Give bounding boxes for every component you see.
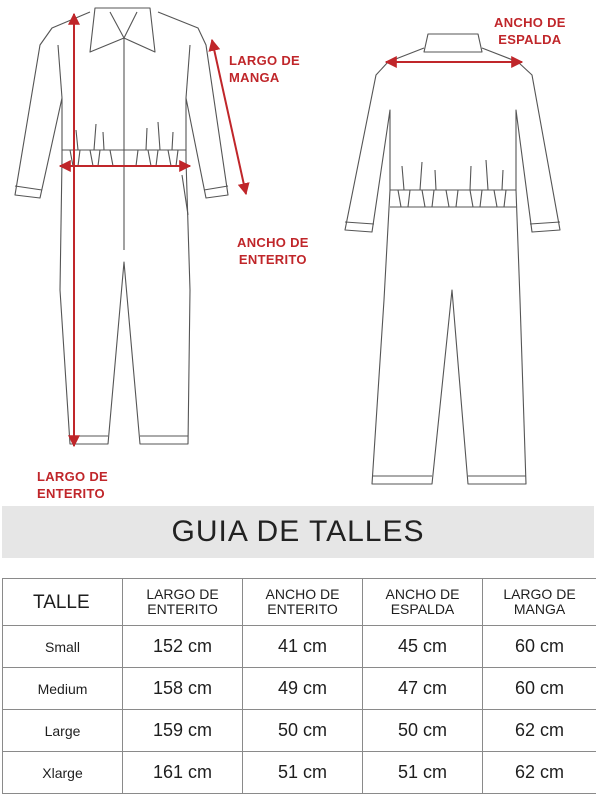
cell-largo-enterito: 152 cm: [123, 626, 243, 668]
page-title: GUIA DE TALLES: [2, 506, 594, 558]
size-name: Xlarge: [3, 752, 123, 794]
label-sleeve-length: LARGO DE MANGA: [229, 53, 301, 85]
size-name: Small: [3, 626, 123, 668]
header-ancho-espalda: ANCHO DE ESPALDA: [363, 579, 483, 626]
label-body-length: LARGO DE ENTERITO: [37, 469, 109, 501]
header-ancho-enterito: ANCHO DE ENTERITO: [243, 579, 363, 626]
label-body-width: ANCHO DE ENTERITO: [237, 235, 309, 267]
header-largo-manga: LARGO DE MANGA: [483, 579, 596, 626]
header-talle: TALLE: [3, 579, 123, 626]
coverall-front-drawing: [15, 8, 228, 444]
cell-ancho-enterito: 51 cm: [243, 752, 363, 794]
cell-ancho-espalda: 47 cm: [363, 668, 483, 710]
cell-largo-enterito: 158 cm: [123, 668, 243, 710]
table-row: [3, 752, 596, 794]
cell-largo-manga: 62 cm: [483, 710, 596, 752]
table-row: [3, 668, 596, 710]
label-back-width: ANCHO DE ESPALDA: [494, 15, 566, 47]
cell-largo-manga: 62 cm: [483, 752, 596, 794]
cell-ancho-espalda: 45 cm: [363, 626, 483, 668]
cell-ancho-enterito: 41 cm: [243, 626, 363, 668]
header-largo-enterito: LARGO DE ENTERITO: [123, 579, 243, 626]
cell-largo-manga: 60 cm: [483, 626, 596, 668]
size-name: Large: [3, 710, 123, 752]
cell-largo-enterito: 161 cm: [123, 752, 243, 794]
cell-ancho-espalda: 50 cm: [363, 710, 483, 752]
cell-ancho-espalda: 51 cm: [363, 752, 483, 794]
table-header-row: [3, 579, 596, 626]
cell-ancho-enterito: 50 cm: [243, 710, 363, 752]
table-row: [3, 626, 596, 668]
cell-ancho-enterito: 49 cm: [243, 668, 363, 710]
size-name: Medium: [3, 668, 123, 710]
size-table: [2, 578, 596, 794]
coverall-back-drawing: [345, 34, 560, 484]
cell-largo-manga: 60 cm: [483, 668, 596, 710]
cell-largo-enterito: 159 cm: [123, 710, 243, 752]
table-row: [3, 710, 596, 752]
